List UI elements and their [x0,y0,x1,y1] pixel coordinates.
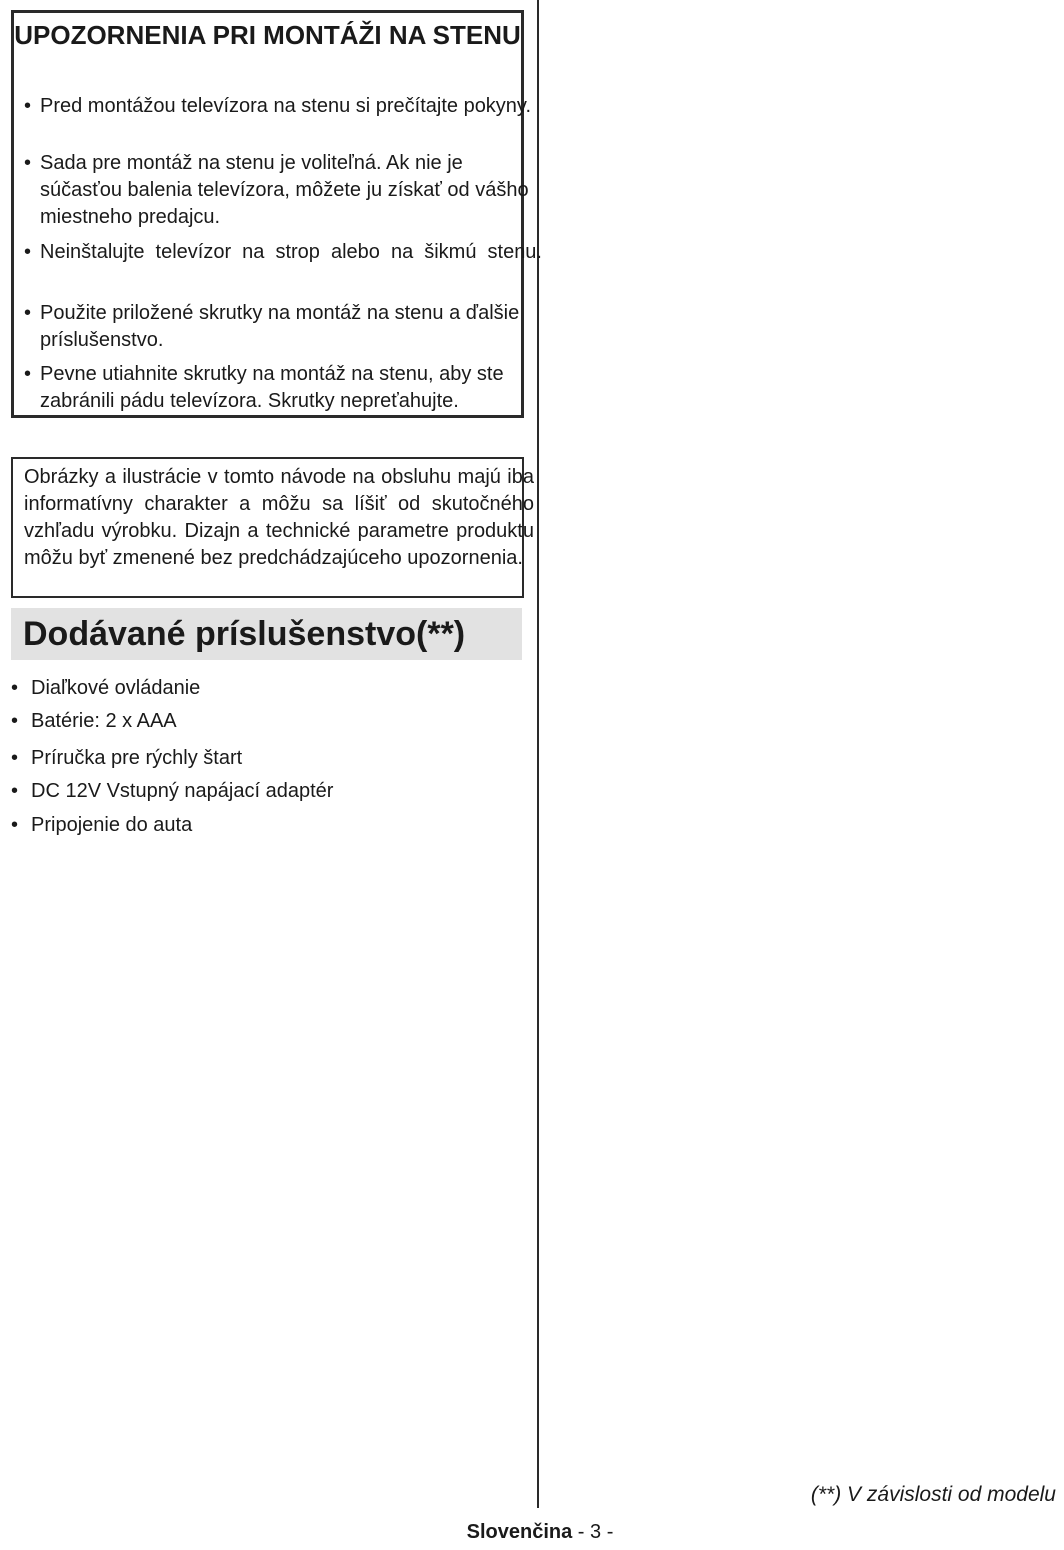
accessory-item [11,812,192,838]
warning-item [24,361,542,415]
accessory-item-text: Pripojenie do auta [31,814,193,836]
accessory-item [11,745,242,771]
notice-text: Obrázky a ilustrácie v tomto návode na obsluhu majú iba informatívny charakter a môžu sa líšiť od skutočného vzhľadu výrobku. Dizajn a technické parametre produktu môžu byť zmenené bez predchádzajúceho upozornenia. [24,466,534,569]
bullet-icon: • [11,710,19,732]
accessory-item [11,708,177,734]
warning-item [24,239,542,266]
accessories-heading: Dodávané príslušenstvo(**) [23,615,466,653]
warning-item-text: Použite priložené skrutky na montáž na stenu a ďalšie príslušenstvo. [40,302,520,351]
wall-mount-warning-box [11,10,542,418]
bullet-icon: • [11,677,19,699]
accessories-heading-bar [11,608,522,660]
warning-item [24,93,542,120]
model-footnote: (**) V závislosti od modelu [810,1483,1056,1506]
warning-title: UPOZORNENIA PRI MONTÁŽI NA STENU [14,20,521,50]
bullet-icon: • [24,363,32,385]
bullet-icon: • [11,780,19,802]
bullet-icon: • [24,152,32,174]
footer-language: Slovenčina [466,1521,573,1543]
bullet-icon: • [24,241,32,263]
warning-item-text: Pred montážou televízora na stenu si prečítajte pokyny. [40,95,532,117]
bullet-icon: • [24,302,32,324]
bullet-icon: • [11,814,19,836]
accessory-item-text: DC 12V Vstupný napájací adaptér [31,780,334,802]
accessory-item-text: Diaľkové ovládanie [31,677,201,699]
accessory-item [11,778,333,804]
warning-item-text: Sada pre montáž na stenu je voliteľná. Ak nie je súčasťou balenia televízora, môžete ju získať od vášho miestneho predajcu. [40,152,529,228]
warning-item-text: Neinštalujte televízor na strop alebo na šikmú stenu. [40,241,542,263]
warning-item [24,300,542,354]
bullet-icon: • [11,747,19,769]
accessory-item-text: Príručka pre rýchly štart [31,747,243,769]
accessory-item [11,675,200,701]
page-footer [0,1519,1064,1545]
footer-page-number: - 3 - [577,1521,614,1543]
warning-item-text: Pevne utiahnite skrutky na montáž na stenu, aby ste zabránili pádu televízora. Skrutky nepreťahujte. [40,363,504,412]
bullet-icon: • [24,95,32,117]
warning-item [24,150,542,231]
accessory-item-text: Batérie: 2 x AAA [31,710,177,732]
illustration-notice-box [11,457,534,598]
